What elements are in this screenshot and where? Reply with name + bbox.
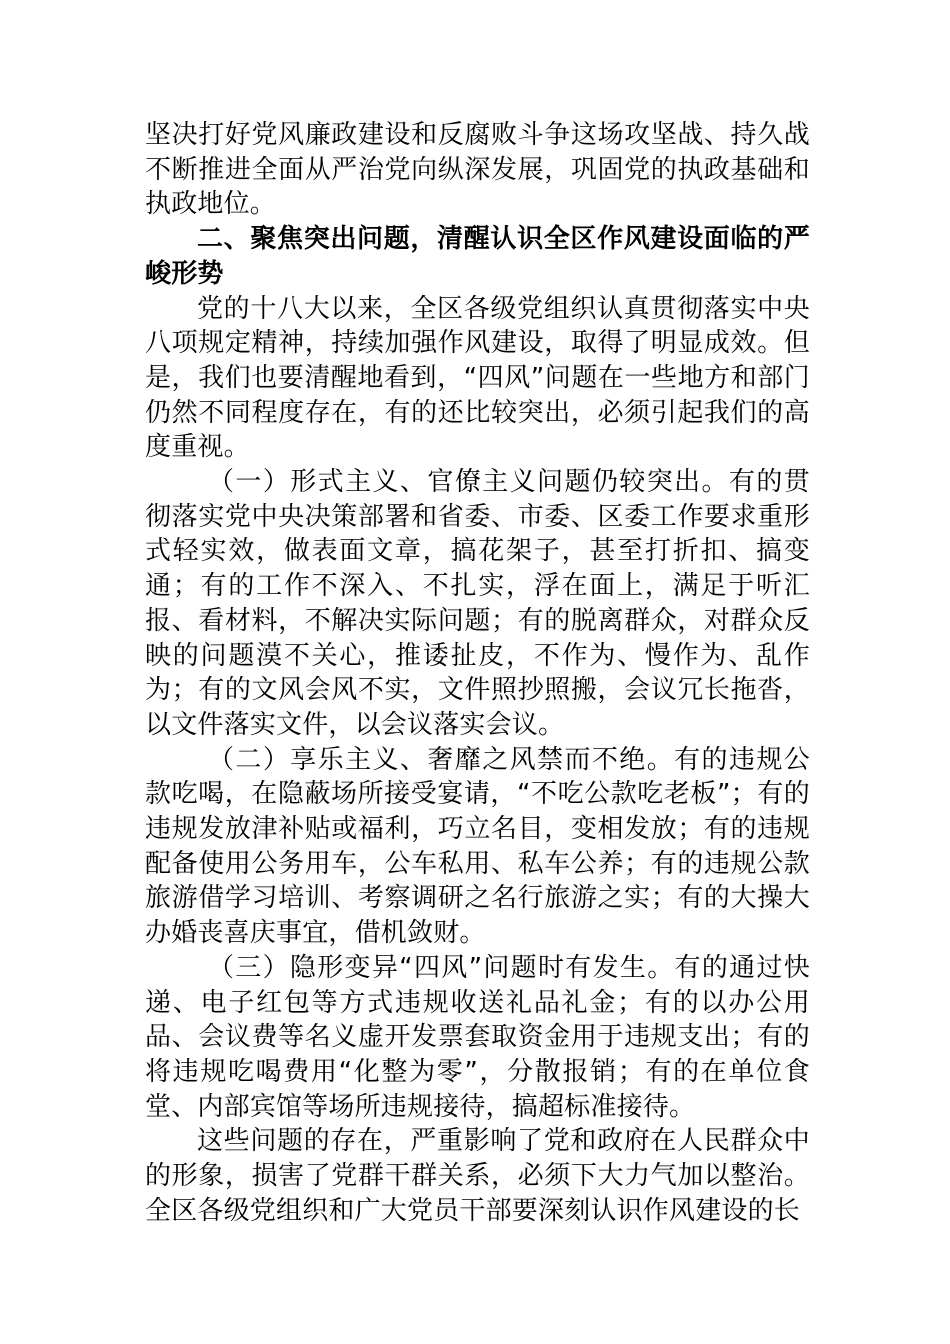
paragraph-item-1: （一）形式主义、官僚主义问题仍较突出。有的贯彻落实党中央决策部署和省委、市委、区委工作要求重形式轻实效，做表面文章，搞花架子，甚至打折扣、搞变通；有的工作不深入、不扎实，浮在面上，满足于听汇报、看材料，不解决实际问题；有的脱离群众，对群众反映的问题漠不关心，推诿扯皮，不作为、慢作为、乱作为；有的文风会风不实，文件照抄照搬，会议冗长拖沓，以文件落实文件，以会议落实会议。 xyxy=(145,467,810,740)
section-heading: 二、聚焦突出问题，清醒认识全区作风建设面临的严峻形势 xyxy=(145,224,810,289)
paragraph-conclusion: 这些问题的存在，严重影响了党和政府在人民群众中的形象，损害了党群干群关系，必须下大力气加以整治。全区各级党组织和广大党员干部要深刻认识作风建设的长 xyxy=(145,1126,810,1226)
paragraph-intro: 党的十八大以来，全区各级党组织认真贯彻落实中央八项规定精神，持续加强作风建设，取得了明显成效。但是，我们也要清醒地看到，“四风”问题在一些地方和部门仍然不同程度存在，有的还比较突出，必须引起我们的高度重视。 xyxy=(145,293,810,463)
document-body xyxy=(145,118,810,1229)
paragraph-item-3: （三）隐形变异“四风”问题时有发生。有的通过快递、电子红包等方式违规收送礼品礼金；有的以办公用品、会议费等名义虚开发票套取资金用于违规支出；有的将违规吃喝费用“化整为零”，分散报销；有的在单位食堂、内部宾馆等场所违规接待，搞超标准接待。 xyxy=(145,952,810,1122)
paragraph-item-2: （二）享乐主义、奢靡之风禁而不绝。有的违规公款吃喝，在隐蔽场所接受宴请，“不吃公款吃老板”；有的违规发放津补贴或福利，巧立名目，变相发放；有的违规配备使用公务用车，公车私用、私车公养；有的违规公款旅游借学习培训、考察调研之名行旅游之实；有的大操大办婚丧喜庆事宜，借机敛财。 xyxy=(145,744,810,949)
paragraph-continuation: 坚决打好党风廉政建设和反腐败斗争这场攻坚战、持久战不断推进全面从严治党向纵深发展，巩固党的执政基础和执政地位。 xyxy=(145,120,810,220)
